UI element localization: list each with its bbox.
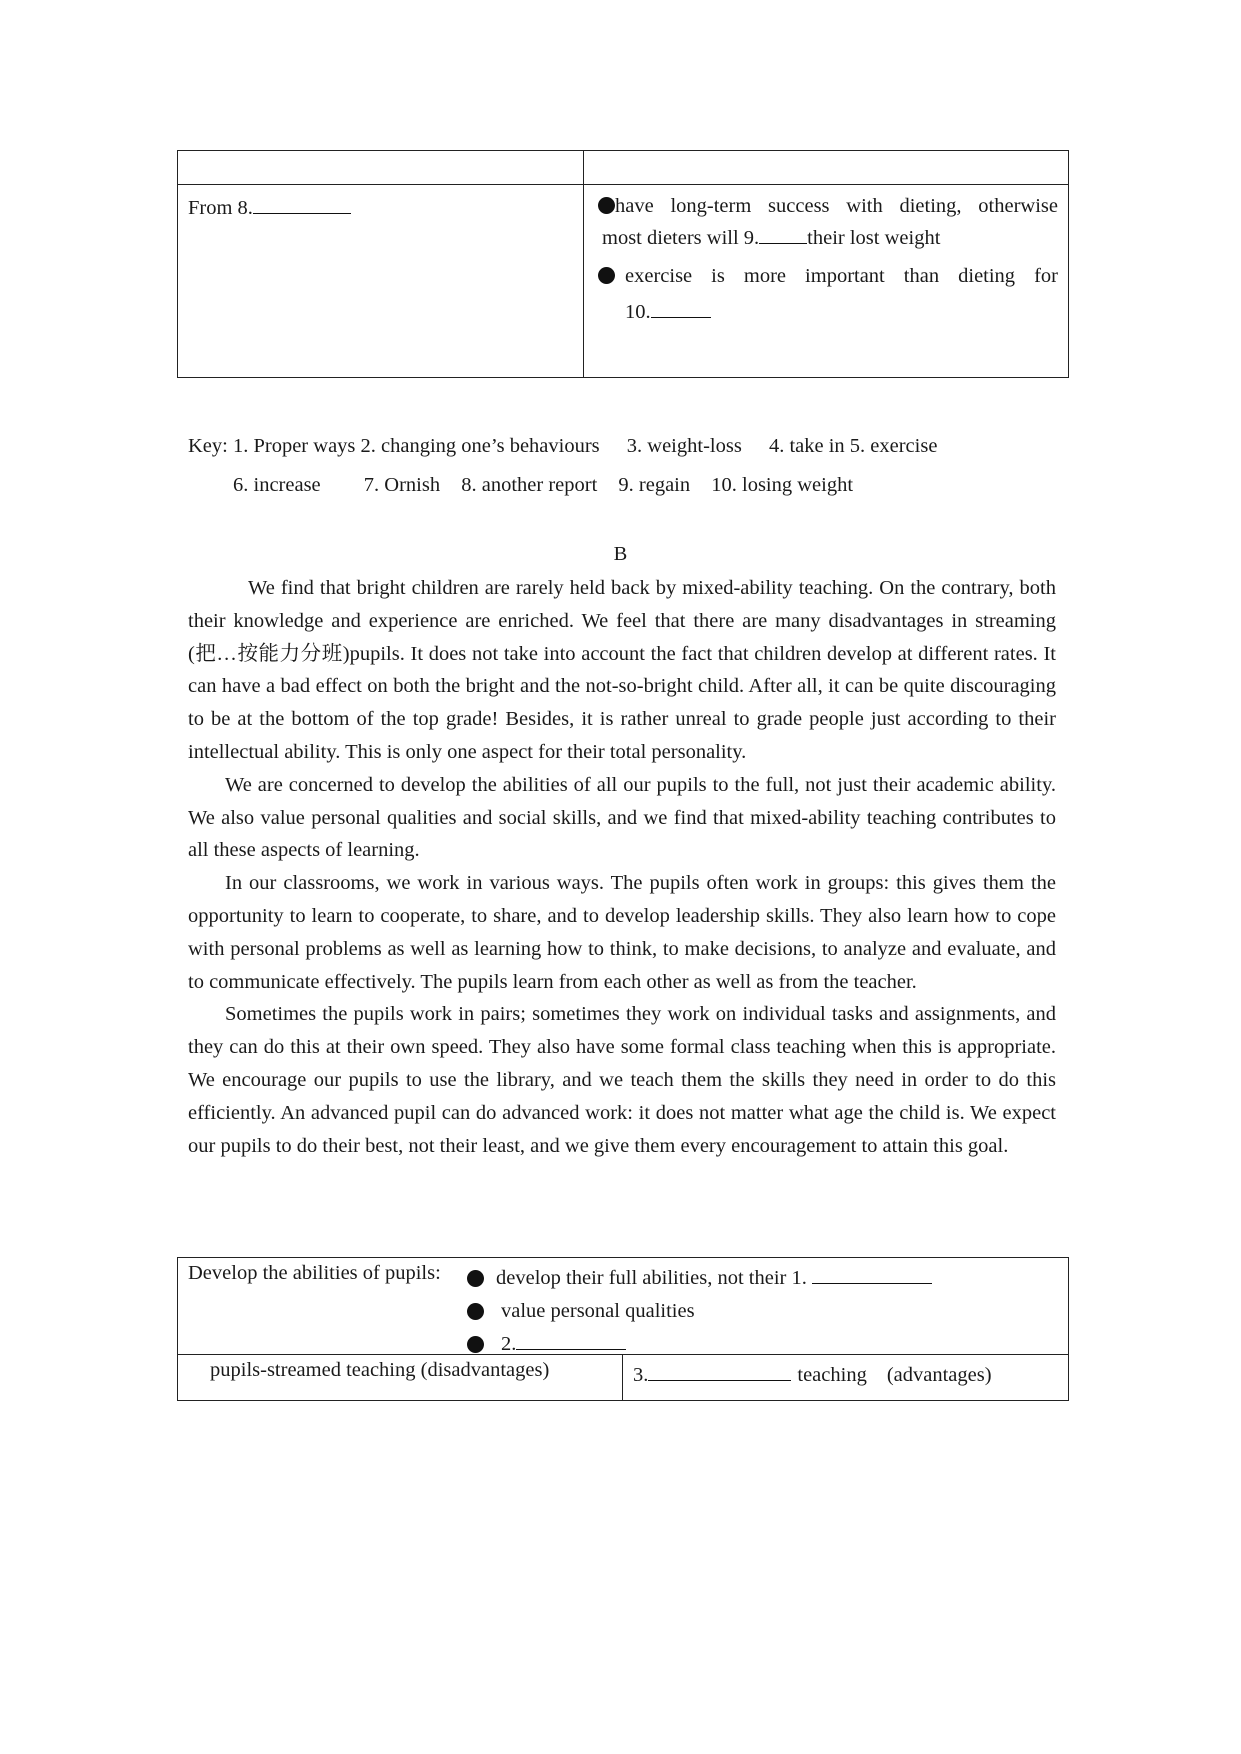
bullet-icon [467,1336,484,1353]
table-row [178,151,1069,185]
bullet-icon [598,267,615,284]
bullet-text: have long-term success with dieting, otherwise [615,195,1058,217]
summary-table-a [177,150,1069,378]
paragraph: Sometimes the pupils work in pairs; sometimes they work on individual tasks and assignments, and they can do this at their own speed. They also have some formal class teaching when this is appropriate. We encourage our pupils to use the library, and we teach them the skills they need in order to do this efficiently. An advanced pupil can do advanced work: it does not matter what age the child is. We expect our pupils to do their best, not their least, and we give them every encouragement to attain this goal. [188,1003,1056,1157]
table-cell [178,185,584,378]
bullet-text-part: 2. [501,1333,517,1355]
summary-table-b [177,1257,1069,1401]
cell-label: Develop the abilities of pupils: [188,1262,441,1284]
bullet-list [467,1262,932,1361]
table-cell [584,151,1069,185]
bullet-text [496,1262,932,1295]
answer-blank-2 [516,1328,626,1350]
table-cell: pupils-streamed teaching (disadvantages) [178,1355,623,1401]
bullet-text: exercise is more important than dieting for [625,265,1058,287]
section-title: B [613,543,628,565]
paragraph: In our classrooms, we work in various ways. The pupils often work in groups: this gives them the opportunity to learn to cooperate, to share, and to develop leadership skills. They also learn how to cope with personal problems as well as learning how to think, to make decisions, to analyze and evaluate, and to communicate effectively. The pupils learn from each other as well as from the teacher. [188,872,1056,993]
key-item: 1. Proper ways [232,435,356,457]
paragraph: We are concerned to develop the abilities of all our pupils to the full, not just their academic ability. We also value personal qualities and social skills, and we find that mixed-ability teaching contributes to all these aspects of learning. [188,773,1056,862]
bullet-icon [467,1303,484,1320]
bullet-item [467,1295,932,1328]
bullet-icon [598,197,615,214]
key-label: Key: [188,435,228,457]
answer-blank-8 [253,192,351,214]
bullet-text-part: 10. [625,301,651,323]
bullet-text: value personal qualities [501,1300,695,1322]
bullet-text [602,222,1058,254]
bullet-text-part: their lost weight [807,227,941,249]
bullet-icon [467,1270,484,1287]
table-row [178,1355,1069,1401]
key-item: 7. Ornish [363,474,441,496]
table-cell [623,1355,1069,1401]
bullet-text-part: most dieters will 9. [602,227,760,249]
answer-blank-1 [812,1262,932,1284]
bullet-text [625,296,1058,328]
bullet-item [598,190,1058,254]
table-cell [584,185,1069,378]
cell-text: 3. [633,1364,649,1386]
passage [188,572,1056,1162]
key-item: 10. losing weight [711,474,854,496]
bullet-text-part: develop their full abilities, not their 1. [496,1267,807,1289]
bullet-item [467,1262,932,1295]
answer-blank-10 [651,296,711,318]
cell-text: From 8. [188,197,253,219]
table-row [178,1258,1069,1355]
key-item: 5. exercise [849,435,938,457]
key-line [188,427,937,466]
bullet-item [598,260,1058,328]
key-item: 2. changing one’s behaviours [360,435,600,457]
answer-blank-3 [648,1359,791,1381]
answer-key [188,427,937,505]
cell-text: (advantages) [886,1364,992,1386]
key-line [188,466,937,505]
bullet-item [467,1328,932,1361]
answer-blank-9 [759,222,807,244]
key-item: 6. increase [233,474,321,496]
key-item: 3. weight-loss [626,435,742,457]
key-item: 9. regain [618,474,691,496]
table-row [178,185,1069,378]
paragraph: We find that bright children are rarely held back by mixed-ability teaching. On the contrary, both their knowledge and experience are enriched. We feel that there are many disadvantages in streaming (把…按能力分班)pupils. It does not take into account the fact that children develop at different rates. It can have a bad effect on both the bright and the not-so-bright child. After all, it can be quite discouraging to be at the bottom of the top grade! Besides, it is rather unreal to grade people just according to their intellectual ability. This is only one aspect for their total personality. [188,577,1056,763]
cell-text: teaching [797,1364,867,1386]
table-cell [178,151,584,185]
table-cell [178,1258,1069,1355]
key-item: 4. take in [768,435,845,457]
bullet-text [501,1328,626,1361]
key-item: 8. another report [461,474,598,496]
